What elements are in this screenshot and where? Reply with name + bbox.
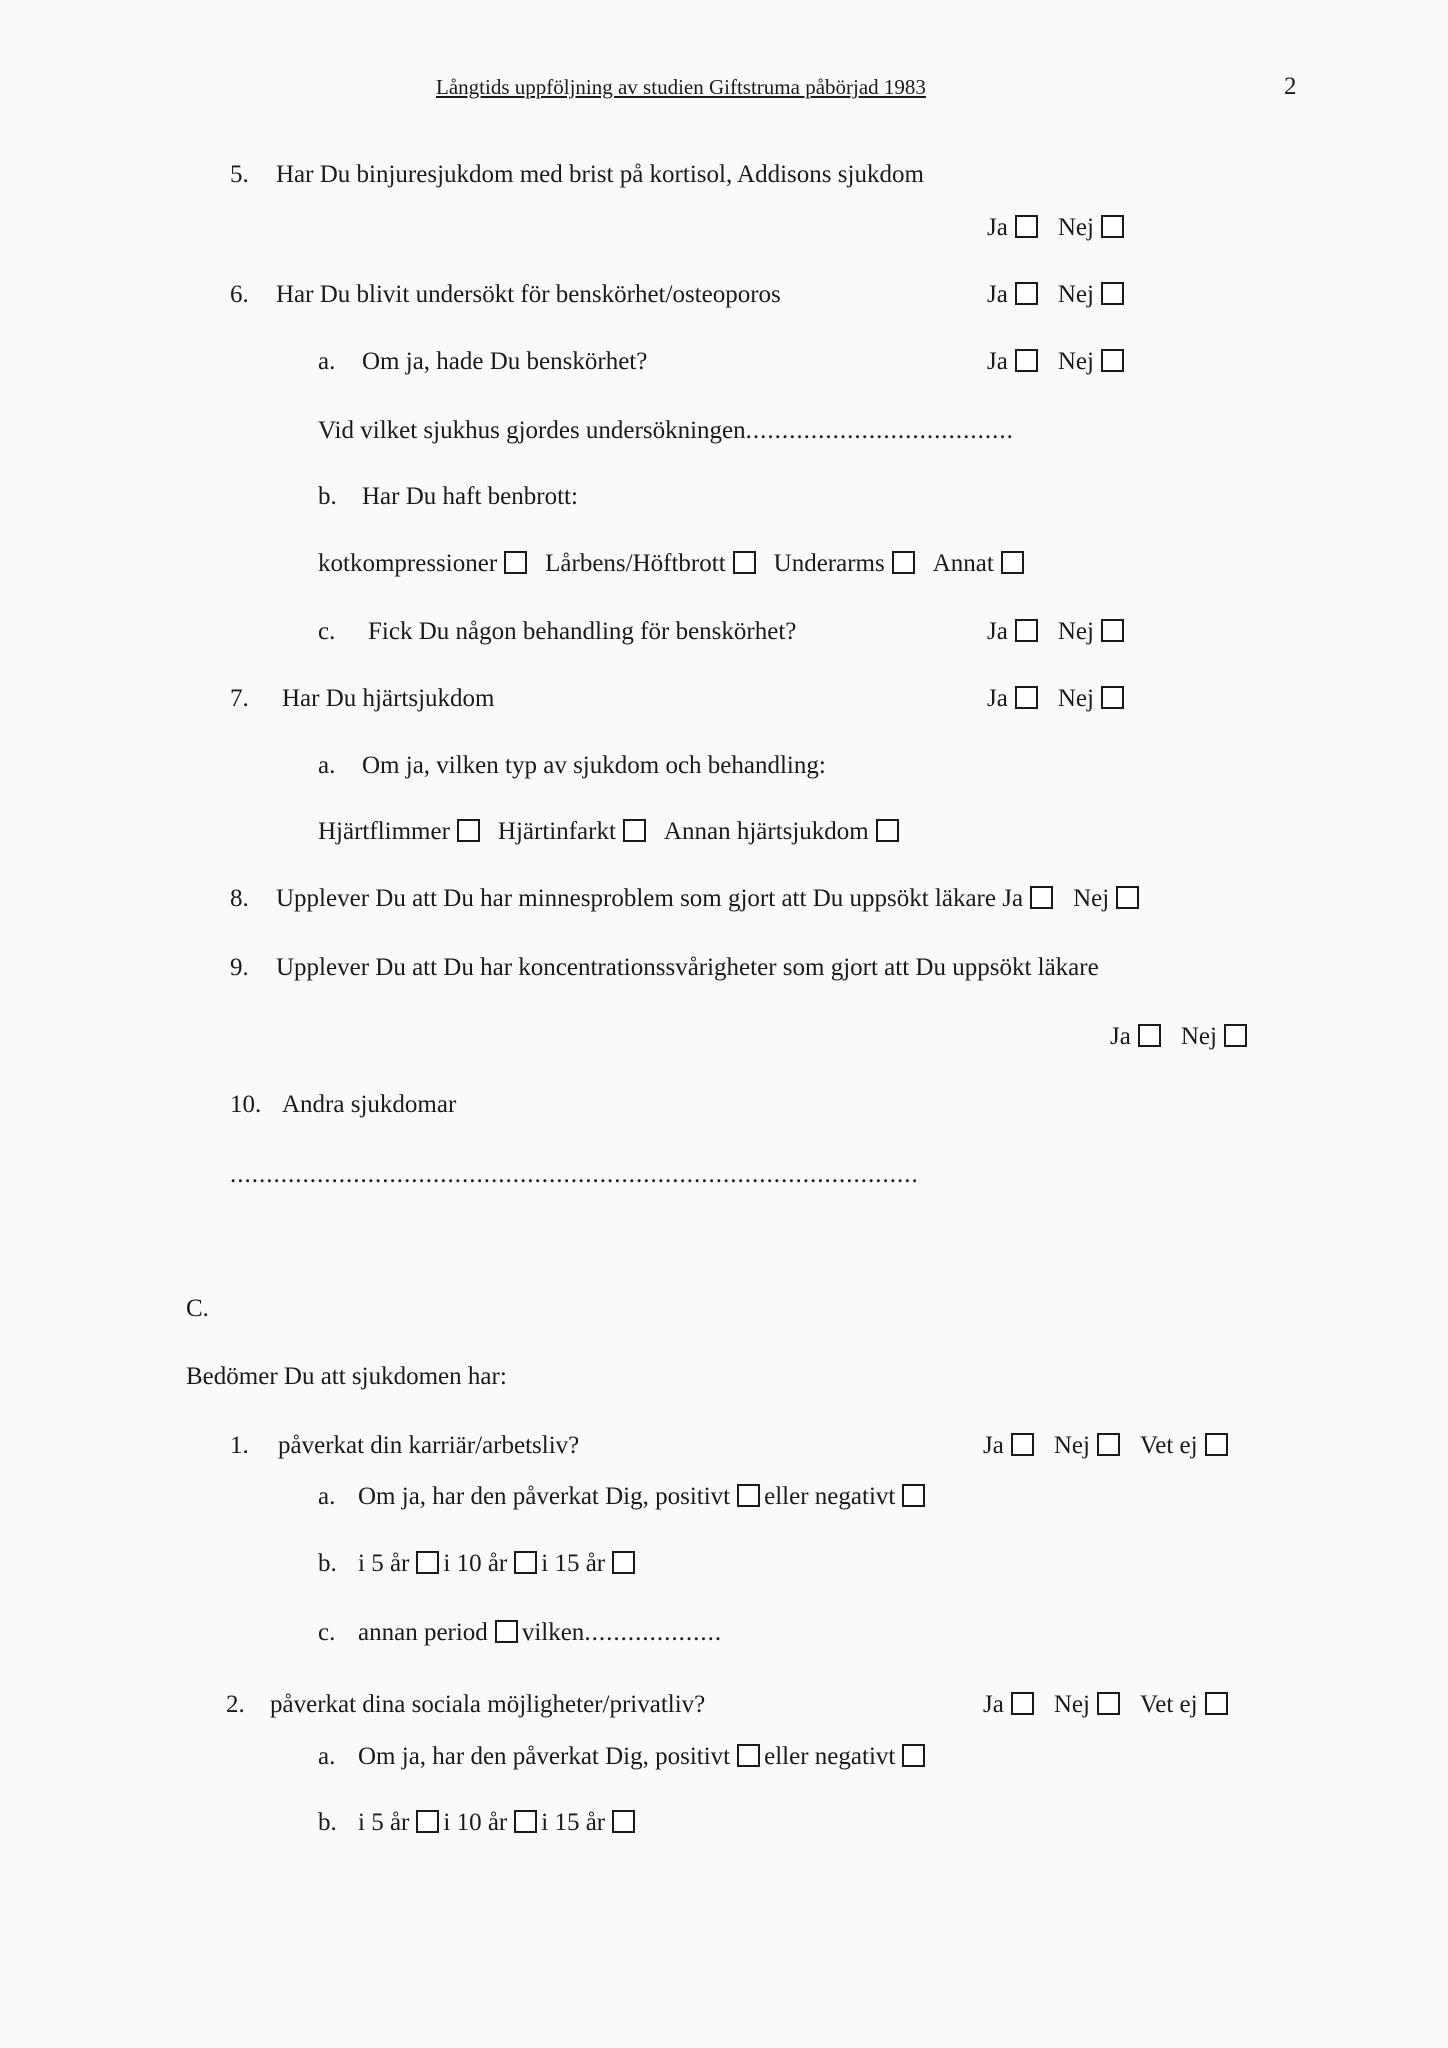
- fracture-option-label: Annat: [932, 550, 994, 577]
- q6b-text: Har Du haft benbrott:: [362, 483, 578, 510]
- c1a-negative-checkbox[interactable]: [902, 1484, 925, 1507]
- q6a-answers: [987, 347, 1144, 377]
- q5-yes-checkbox[interactable]: [1015, 215, 1038, 238]
- c1a-text: Om ja, har den påverkat Dig, positivt: [358, 1483, 731, 1510]
- c1-yes-checkbox[interactable]: [1011, 1433, 1034, 1456]
- q9-answers: [1110, 1022, 1267, 1052]
- c2-text: påverkat dina sociala möjligheter/privatliv?: [270, 1691, 706, 1718]
- q9-text: Upplever Du att Du har koncentrationssvårigheter som gjort att Du uppsökt läkare: [276, 954, 1099, 981]
- no-label: Nej: [1057, 281, 1094, 308]
- page-header-title: Långtids uppföljning av studien Giftstruma påbörjad 1983: [436, 75, 926, 99]
- q10-answer-line[interactable]: ...............................................................................................: [230, 1161, 919, 1188]
- q6c-number: c.: [318, 618, 336, 645]
- yes-label: Ja: [987, 685, 1008, 712]
- yes-label: Ja: [1002, 885, 1024, 912]
- heart-option-label: Annan hjärtsjukdom: [663, 818, 869, 845]
- q8-number: 8.: [230, 885, 249, 912]
- q6c-no-checkbox[interactable]: [1101, 619, 1124, 642]
- c1a-line: [358, 1482, 929, 1512]
- q6b-number: b.: [318, 483, 337, 510]
- section-c-title: C.: [186, 1295, 209, 1322]
- c1c-which-field[interactable]: ...................: [584, 1619, 723, 1646]
- q6a-number: a.: [318, 348, 336, 375]
- c1-dont-know-checkbox[interactable]: [1205, 1433, 1228, 1456]
- q10-text: Andra sjukdomar: [282, 1091, 457, 1118]
- c1-number: 1.: [230, 1432, 249, 1459]
- q8-text: Upplever Du att Du har minnesproblem som gjort att Du uppsökt läkare: [276, 885, 996, 912]
- section-c-intro: Bedömer Du att sjukdomen har:: [186, 1363, 507, 1390]
- c2-answers: [983, 1690, 1248, 1720]
- page-number: 2: [1284, 73, 1297, 100]
- q7-yes-checkbox[interactable]: [1015, 686, 1038, 709]
- period-option-label: i 5 år: [358, 1809, 410, 1836]
- c1b-15-years-checkbox[interactable]: [612, 1551, 635, 1574]
- q6-hospital-text: Vid vilket sjukhus gjordes undersökningen: [318, 417, 746, 444]
- c1b-number: b.: [318, 1550, 337, 1577]
- q9-number: 9.: [230, 954, 249, 981]
- q6a-no-checkbox[interactable]: [1101, 349, 1124, 372]
- c1b-options: [358, 1549, 639, 1579]
- q6c-answers: [987, 617, 1144, 647]
- no-label: Nej: [1073, 885, 1110, 912]
- heart-option-label: Hjärtflimmer: [318, 818, 450, 845]
- no-label: Nej: [1180, 1023, 1217, 1050]
- yes-label: Ja: [987, 348, 1008, 375]
- c1c-other-period-checkbox[interactable]: [495, 1620, 518, 1643]
- q7-heart-options: [318, 817, 903, 847]
- q6c-yes-checkbox[interactable]: [1015, 619, 1038, 642]
- q6c-text: Fick Du någon behandling för benskörhet?: [368, 618, 797, 645]
- q6-no-checkbox[interactable]: [1101, 282, 1124, 305]
- q5-no-checkbox[interactable]: [1101, 215, 1124, 238]
- no-label: Nej: [1057, 214, 1094, 241]
- heart-other-checkbox[interactable]: [876, 819, 899, 842]
- q7-text: Har Du hjärtsjukdom: [282, 685, 495, 712]
- c2a-number: a.: [318, 1743, 336, 1770]
- q8-line: [276, 884, 1159, 914]
- period-option-label: i 5 år: [358, 1550, 410, 1577]
- c2b-15-years-checkbox[interactable]: [612, 1810, 635, 1833]
- q7a-text: Om ja, vilken typ av sjukdom och behandling:: [362, 752, 826, 779]
- q6-fracture-options: [318, 549, 1028, 579]
- q9-no-checkbox[interactable]: [1224, 1024, 1247, 1047]
- c1b-10-years-checkbox[interactable]: [514, 1551, 537, 1574]
- yes-label: Ja: [983, 1432, 1004, 1459]
- heart-afib-checkbox[interactable]: [457, 819, 480, 842]
- yes-label: Ja: [1110, 1023, 1131, 1050]
- c1c-text: annan period: [358, 1619, 488, 1646]
- c1b-5-years-checkbox[interactable]: [416, 1551, 439, 1574]
- q6-number: 6.: [230, 281, 249, 308]
- c2b-5-years-checkbox[interactable]: [416, 1810, 439, 1833]
- q8-no-checkbox[interactable]: [1116, 886, 1139, 909]
- c2a-positive-checkbox[interactable]: [737, 1744, 760, 1767]
- c1c-line: [358, 1618, 722, 1648]
- heart-infarction-checkbox[interactable]: [623, 819, 646, 842]
- dont-know-label: Vet ej: [1139, 1432, 1198, 1459]
- no-label: Nej: [1053, 1432, 1090, 1459]
- q7-number: 7.: [230, 685, 249, 712]
- c2a-text: Om ja, har den påverkat Dig, positivt: [358, 1743, 731, 1770]
- c2b-10-years-checkbox[interactable]: [514, 1810, 537, 1833]
- q10-number: 10.: [230, 1091, 262, 1118]
- c2a-negative-checkbox[interactable]: [902, 1744, 925, 1767]
- q6-yes-checkbox[interactable]: [1015, 282, 1038, 305]
- dont-know-label: Vet ej: [1139, 1691, 1198, 1718]
- q5-number: 5.: [230, 161, 249, 188]
- q6-hospital-line: [318, 416, 1014, 446]
- fracture-option-label: kotkompressioner: [318, 550, 498, 577]
- q7-no-checkbox[interactable]: [1101, 686, 1124, 709]
- period-option-label: i 15 år: [541, 1550, 606, 1577]
- q6a-yes-checkbox[interactable]: [1015, 349, 1038, 372]
- fracture-option-label: Lårbens/Höftbrott: [545, 550, 726, 577]
- c1a-number: a.: [318, 1483, 336, 1510]
- q7-answers: [987, 684, 1144, 714]
- fracture-hip-checkbox[interactable]: [733, 551, 756, 574]
- q5-text: Har Du binjuresjukdom med brist på kortisol, Addisons sjukdom: [276, 161, 924, 188]
- no-label: Nej: [1057, 618, 1094, 645]
- yes-label: Ja: [987, 214, 1008, 241]
- c2-number: 2.: [226, 1691, 245, 1718]
- c2b-options: [358, 1808, 639, 1838]
- c2b-number: b.: [318, 1809, 337, 1836]
- no-label: Nej: [1053, 1691, 1090, 1718]
- c2a-or-text: eller negativt: [764, 1743, 896, 1770]
- period-option-label: i 10 år: [443, 1809, 508, 1836]
- yes-label: Ja: [987, 281, 1008, 308]
- q8-yes-checkbox[interactable]: [1030, 886, 1053, 909]
- c2-yes-checkbox[interactable]: [1011, 1692, 1034, 1715]
- q6-answers: [987, 280, 1144, 310]
- heart-option-label: Hjärtinfarkt: [497, 818, 616, 845]
- q7a-number: a.: [318, 752, 336, 779]
- fracture-forearm-checkbox[interactable]: [892, 551, 915, 574]
- q9-yes-checkbox[interactable]: [1138, 1024, 1161, 1047]
- q6-hospital-dots[interactable]: .....................................: [745, 417, 1014, 444]
- c2a-line: [358, 1742, 929, 1772]
- c1c-number: c.: [318, 1619, 336, 1646]
- q6a-text: Om ja, hade Du benskörhet?: [362, 348, 648, 375]
- c1c-which-label: vilken: [521, 1619, 585, 1646]
- q6-text: Har Du blivit undersökt för benskörhet/osteoporos: [276, 281, 781, 308]
- c2-no-checkbox[interactable]: [1097, 1692, 1120, 1715]
- fracture-other-checkbox[interactable]: [1001, 551, 1024, 574]
- fracture-vertebral-checkbox[interactable]: [504, 551, 527, 574]
- yes-label: Ja: [987, 618, 1008, 645]
- period-option-label: i 10 år: [443, 1550, 508, 1577]
- c2-dont-know-checkbox[interactable]: [1205, 1692, 1228, 1715]
- no-label: Nej: [1057, 348, 1094, 375]
- c1-answers: [983, 1431, 1248, 1461]
- c1-no-checkbox[interactable]: [1097, 1433, 1120, 1456]
- no-label: Nej: [1057, 685, 1094, 712]
- c1-text: påverkat din karriär/arbetsliv?: [278, 1432, 580, 1459]
- c1a-positive-checkbox[interactable]: [737, 1484, 760, 1507]
- period-option-label: i 15 år: [541, 1809, 606, 1836]
- fracture-option-label: Underarms: [773, 550, 885, 577]
- c1a-or-text: eller negativt: [764, 1483, 896, 1510]
- q5-answers: [987, 213, 1144, 243]
- yes-label: Ja: [983, 1691, 1004, 1718]
